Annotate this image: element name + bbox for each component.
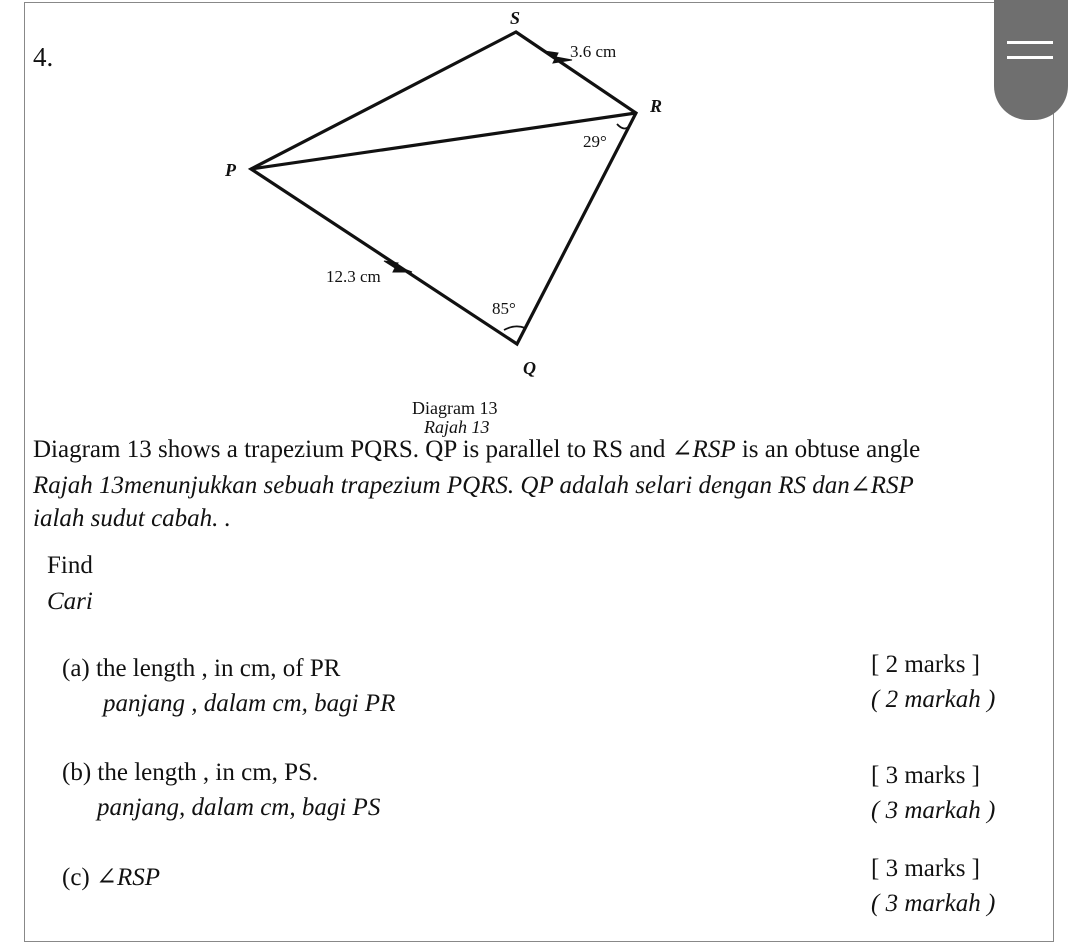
diagram-caption: Diagram 13 (412, 398, 498, 418)
parallel-arrow-qp (384, 261, 412, 272)
part-c-marks-malay: ( 3 markah ) (871, 890, 996, 917)
intro-text-suffix: is an obtuse angle (735, 436, 921, 463)
diagonal-pr (251, 113, 636, 169)
angle-label-q: 85° (492, 299, 516, 318)
intro-angle-name: RSP (692, 436, 736, 463)
trapezium-outline (251, 32, 636, 344)
handle-grip-line (1007, 56, 1053, 59)
length-label-sr: 3.6 cm (570, 42, 617, 61)
handle-grip-line (1007, 41, 1053, 44)
intro-text-english (33, 434, 920, 464)
scroll-handle[interactable] (994, 0, 1068, 120)
part-c-question (62, 862, 160, 892)
part-b-question: (b) the length , in cm, PS. (62, 759, 319, 786)
diagram-caption-malay: Rajah 13 (424, 417, 490, 437)
vertex-label-s: S (510, 8, 521, 28)
vertex-label-r: R (650, 96, 663, 116)
part-b-marks: [ 3 marks ] (871, 762, 980, 789)
intro-text-prefix: Diagram 13 shows a trapezium PQRS. QP is parallel to RS and ∠ (33, 436, 693, 463)
find-heading: Find (47, 552, 93, 579)
trapezium-diagram (0, 0, 1076, 400)
question-number: 4. (33, 42, 54, 72)
part-b-question-malay: panjang, dalam cm, bagi PS (97, 794, 381, 821)
part-c-prefix: (c) ∠ (62, 864, 117, 891)
length-label-qp: 12.3 cm (326, 267, 381, 286)
part-a-marks: [ 2 marks ] (871, 651, 980, 678)
angle-label-r: 29° (583, 132, 607, 151)
part-c-angle-name: RSP (116, 864, 160, 891)
part-a-question: (a) the length , in cm, of PR (62, 655, 341, 682)
vertex-label-p: P (225, 160, 236, 180)
parallel-arrow-sr (544, 51, 572, 63)
part-c-marks: [ 3 marks ] (871, 855, 980, 882)
find-heading-malay: Cari (47, 588, 93, 615)
part-a-marks-malay: ( 2 markah ) (871, 686, 996, 713)
part-a-question-malay: panjang , dalam cm, bagi PR (103, 690, 396, 717)
intro-text-malay-continued: ialah sudut cabah. . (33, 505, 231, 532)
part-b-marks-malay: ( 3 markah ) (871, 797, 996, 824)
intro-text-malay: Rajah 13menunjukkan sebuah trapezium PQRS. QP adalah selari dengan RS dan∠RSP (33, 472, 914, 499)
vertex-label-q: Q (523, 358, 536, 378)
angle-arc-q (504, 326, 525, 330)
